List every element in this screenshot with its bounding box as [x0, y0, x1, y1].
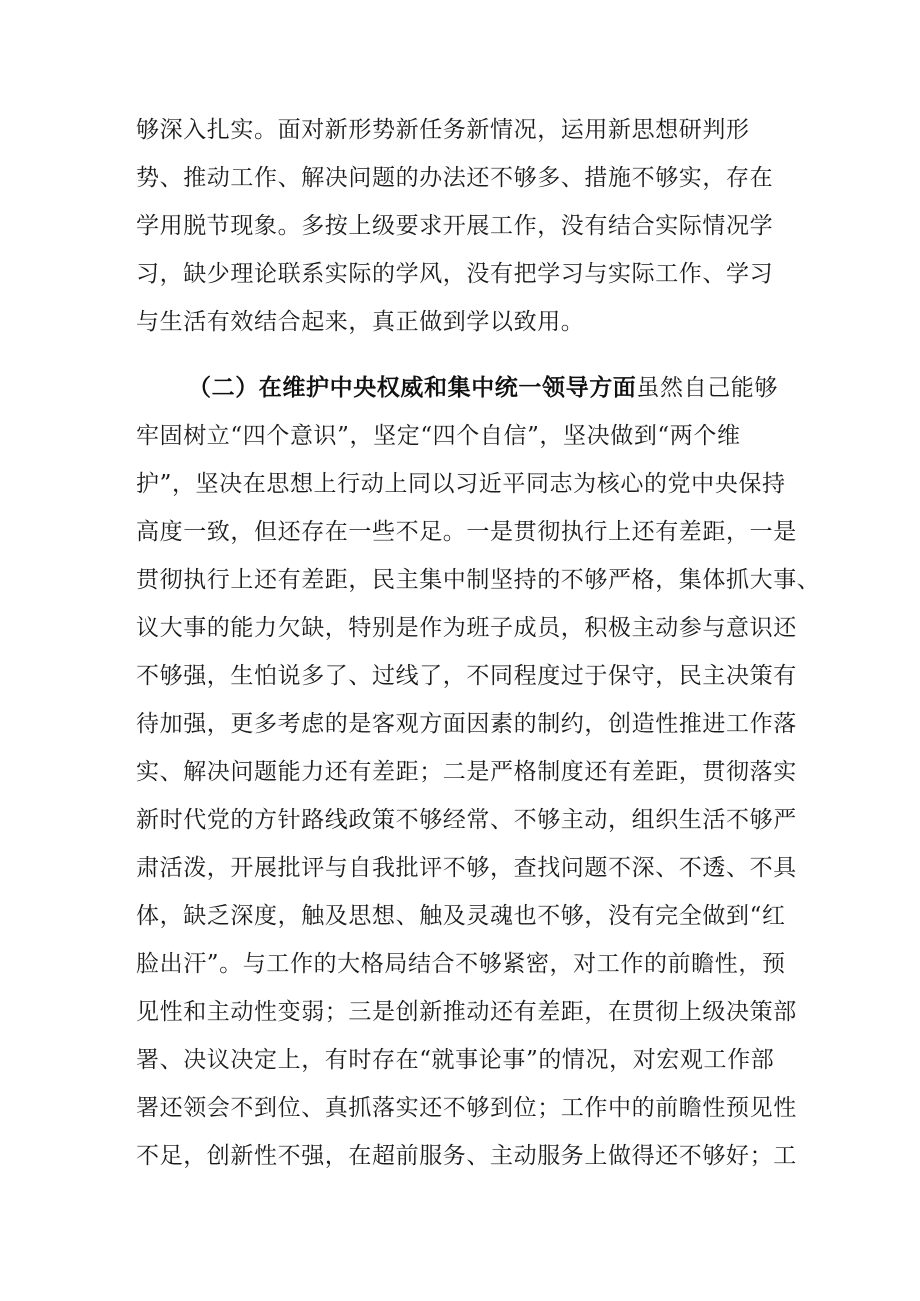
text-line: 学用脱节现象。多按上级要求开展工作，没有结合实际情况学: [136, 213, 774, 239]
text-line: 署还领会不到位、真抓落实还不够到位；工作中的前瞻性预见性: [136, 1095, 797, 1121]
section-intro-text: 虽然自己能够: [636, 375, 779, 401]
text-line: 护”，坚决在思想上行动上同以习近平同志为核心的党中央保持: [136, 471, 786, 497]
text-line: 不足，创新性不强，在超前服务、主动服务上做得还不够好；工: [136, 1143, 797, 1169]
section-heading-line: [188, 368, 778, 408]
text-line: 肃活泼，开展批评与自我批评不够，查找问题不深、不透、不具: [136, 855, 797, 881]
text-line: 不够强，生怕说多了、过线了，不同程度过于保守，民主决策有: [136, 663, 797, 689]
text-line: 与生活有效结合起来，真正做到学以致用。: [136, 309, 585, 335]
text-line: 议大事的能力欠缺，特别是作为班子成员，积极主动参与意识还: [136, 615, 797, 641]
text-line: 势、推动工作、解决问题的办法还不够多、措施不够实，存在: [136, 165, 774, 191]
text-line: 实、解决问题能力还有差距；二是严格制度还有差距，贯彻落实: [136, 759, 797, 785]
section-heading: （二）在维护中央权威和集中统一领导方面: [188, 375, 637, 401]
text-line: 脸出汗”。与工作的大格局结合不够紧密，对工作的前瞻性，预: [136, 951, 786, 977]
text-line: 牢固树立“四个意识”，坚定“四个自信”，坚决做到“两个维: [136, 423, 741, 449]
text-line: 新时代党的方针路线政策不够经常、不够主动，组织生活不够严: [136, 807, 797, 833]
text-line: 够深入扎实。面对新形势新任务新情况，运用新思想研判形: [136, 117, 750, 143]
text-line: 高度一致，但还存在一些不足。一是贯彻执行上还有差距，一是: [136, 519, 797, 545]
text-line: 署、决议决定上，有时存在“就事论事”的情况，对宏观工作部: [136, 1047, 775, 1073]
text-line: 贯彻执行上还有差距，民主集中制坚持的不够严格，集体抓大事、: [136, 567, 821, 593]
text-line: 习，缺少理论联系实际的学风，没有把学习与实际工作、学习: [136, 261, 774, 287]
text-line: 待加强，更多考虑的是客观方面因素的制约，创造性推进工作落: [136, 711, 797, 737]
text-line: 见性和主动性变弱；三是创新推动还有差距，在贯彻上级决策部: [136, 999, 797, 1025]
text-line: 体，缺乏深度，触及思想、触及灵魂也不够，没有完全做到“红: [136, 903, 786, 929]
